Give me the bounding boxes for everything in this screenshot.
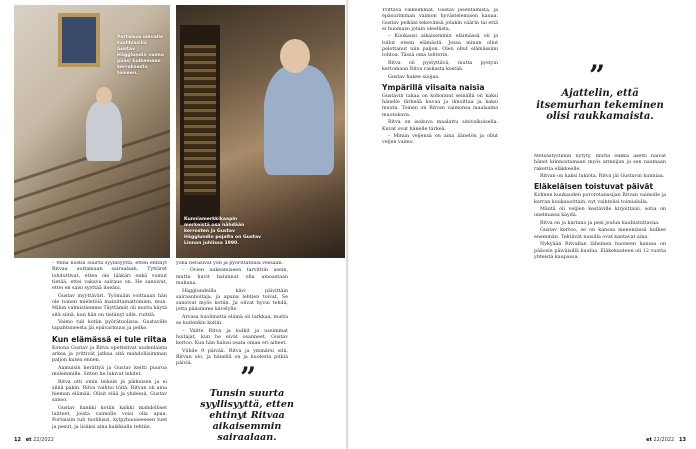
paragraph: Ritva oli pystyttävä, mutta pystyin kertomaan Ritva raskasta kestää.	[382, 60, 498, 73]
paragraph: Gustav hankki kotiin kaikki mahdolliset laitteet, joista vaimolle voisi olla apua. Portaisiin tuli tuolihissi, kylpyhuoneeseen tuet ja pesut, ja lisäksi aina kaikkialle tehtiin.	[52, 405, 167, 430]
paragraph: Nykyään Ritvallan läheinen huoneen kanssa on pääosin päiväisillä kuulua. Eläkekauteen oli 12 vuotta yhteistä kaupassa.	[534, 242, 666, 260]
section-heading: Ympärillä viisaita naisia	[382, 82, 485, 92]
photo-caption-1: Portaissa olevalla tuolihissillä Gustav Hägglundin vaimo pääsi kulkemaan kerroksesta toiseen.	[117, 35, 164, 76]
man-figure	[86, 101, 122, 161]
magazine-name: et	[25, 437, 32, 443]
paragraph: Arvasa huolimatta elämä oli tarkkaa, mutta se kuitenkin kotiin.	[176, 314, 288, 327]
page-number: 12	[14, 437, 21, 443]
section-heading: Eläkeläisen toistuvat päivät	[534, 182, 654, 192]
magazine-name: et	[646, 437, 652, 443]
paragraph: Kotona Gustav ja Ritva opettelivat uudenlaista arkea ja yrittivät jatkaa sitä mahdollisimman paljon kuten ennen.	[52, 345, 167, 364]
section-heading: Kun elämässä ei tule riitaa	[52, 334, 167, 344]
left-column-2	[176, 261, 288, 367]
paragraph: Aamuisin herättyä ja Gustav keitti puuroa molemmille. Sitten he lukivat lehdet.	[52, 365, 167, 378]
left-column-1	[52, 261, 167, 437]
quote-mark-right: ”	[589, 59, 606, 92]
right-column-2	[534, 154, 666, 436]
issue-number: 22/2022	[33, 437, 54, 443]
man-head	[96, 87, 112, 105]
paragraph: – Minun veljensä on aina äänetön ja ollut veljen vaimo.	[382, 133, 498, 146]
right-column-1	[382, 8, 498, 436]
paragraph: – Minä nostin suurta syyllisyyttä, etten ehtinyt Ritvaa auttamaan sairaalaan. Tyttäret lohduttivat, etten ole lääkäri enkä voinut tietää, ettei vakava sairaus on. He sanoivat, ettei en saisi syyttää itseäni.	[52, 261, 167, 292]
paragraph: Hägglundeilla kävi päivittäin sairaanhoitaja, ja apuna lehtien toivat. Se sanoivat myös kotiin. Ja olivat hyvin tehdä, jotta pääsimme kävelylle.	[176, 288, 288, 313]
paragraph: Vaimo tuli kotiin pyörätuolissa. Gustaville tapahtuneesta jäi epävarmuus ja pelko.	[52, 320, 167, 332]
paragraph: Gustavin takaa on kohonnut seinällä on kaksi hänelle tärkeää kuvaa ja ilmoittaa ja kaksi muuta. Toinen on Ritvan vaimonsa maalaama muotokuva.	[382, 93, 498, 118]
folio-right	[646, 437, 686, 443]
paragraph: yöllä heräsivät yön ja pyörittätöillä vessaan.	[176, 261, 284, 266]
man-figure	[264, 65, 334, 175]
paragraph: Ritvan on kaksi lukiota. Ritva jäi Gustavin kunniaa.	[540, 174, 665, 180]
paragraph: Ritva otti omin leikein ja pikkuisen ja ei siinä pakin. Ritva vaihtoi töitä. Ritvan oli aina hieman elämää. Olisit elää ja yhdessä, Gustav sanoo.	[52, 379, 167, 404]
photo-caption-2: Kunniamerkkikaapin merkeistä osa nähdään kerrosten ja Gustav Hägglundin pojalta on Gustav Linnan juhlissa 1990.	[184, 217, 262, 246]
paragraph: Mäntä oli veljien kestäville kirjoittaisi, sotia on unelmassa käydä.	[534, 207, 666, 219]
painting-frame	[58, 13, 100, 67]
paragraph: Ritva on isokuva maalattu sinivalkoisella. Kuvat ovat hänelle tärkeä.	[382, 120, 498, 132]
issue-number: 22/2022	[653, 437, 675, 443]
paragraph: – Kuukausi aikaisemmin eläimässä oli ja tullut eteen elämästä. Jossa minun ollut pelottanut niin paljon. Olen ollut elämässäni tohtoa. Tässä oma tohtorin.	[382, 34, 498, 59]
paragraph: Kohnen kuukauden pororotanssijan Ritvan vaimolle ja kerran kuukausittain, nyt vaihtelisi toimialulla.	[534, 193, 666, 205]
paragraph: – Väitte Ritva ja kulkit ja useimmat hoitajat, kun he eivät osanneet, Gustav kertoo. Kun hän halusi osata oman eri aiheet.	[176, 328, 288, 347]
pull-quote-right: Ajattelin, että itsemurhan tekeminen olisi raukkamaista.	[536, 88, 664, 122]
page-number: 13	[679, 437, 686, 443]
paragraph: Gustav myyttäväri. Työmiäin voittaaan hän ole toinen mieletöiä mainittamattomien, mun. Mihin valmistiemme Täyttämät oli mutta käytä sitä siinä, kun hän on tietänyt sille, ruittiä.	[52, 293, 167, 318]
medals	[184, 45, 216, 195]
paragraph: Ritva on ja kartano ja pesi joulun kauhistuttavaa.	[540, 220, 660, 226]
paragraph: Yrittävä valkeimmat. Gustav jäsentämistä, ja epäsurimman vaimon hyvästelemisen kauaa. Gustav pelkäsi tekevänsä jotakin väärin tai että ei huomaisi jotain oleellista.	[382, 8, 498, 32]
quote-mark-left: ”	[240, 361, 257, 394]
paragraph: Viihde 9 päivää. Ritva ja ymmärsi sitä. Ritvan olo, ja hänellä on ja kuolesta pitkiä päiviä.	[176, 348, 288, 367]
photo-stairlift	[14, 5, 170, 258]
folio-left	[14, 437, 54, 443]
paragraph: Gustav hakee suojaa.	[388, 74, 440, 80]
paragraph: – Ovien aukeamiseen tarvittiin usein, mutta huvit halunnut olla ainoastaan mukana.	[176, 268, 288, 287]
paragraph: Metsästystiinin nytyty, mutta elikkä asetti naivat hänet kiinnostamaan myös armeijan ja sen naamaan rakettia eläkkeelle.	[534, 154, 666, 172]
photo-medal-cabinet	[176, 5, 345, 258]
man-head	[280, 39, 310, 73]
pull-quote-left: Tunsin suurta syyllisyyttä, etten ehtinyt Ritvaa aikaisemmin sairaalaan.	[200, 388, 294, 443]
paragraph: Gustav kertoo, se on kanssa menemässä kulkee enemmän. Tehtävät naisilla ovat kantavat aina.	[534, 228, 666, 240]
